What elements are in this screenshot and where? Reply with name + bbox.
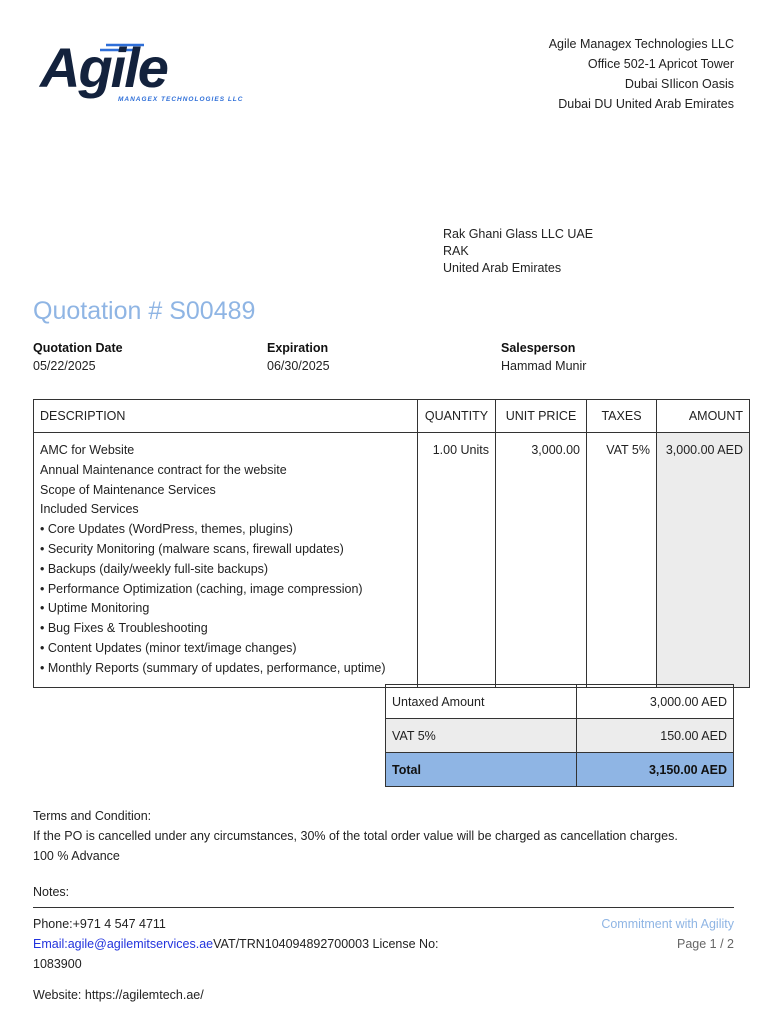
description-line: • Core Updates (WordPress, themes, plugins) [40,522,293,537]
terms-heading: Terms and Condition: [33,809,152,823]
quotation-date-value: 05/22/2025 [33,359,96,373]
logo-wordmark: Agile [40,36,167,99]
header-taxes: TAXES [587,400,657,433]
description-line: • Uptime Monitoring [40,601,150,616]
salesperson-value: Hammad Munir [501,359,587,373]
totals-table [385,684,734,787]
quotation-title: Quotation # S00489 [33,297,256,325]
notes-label: Notes: [33,885,70,899]
company-name: Agile Managex Technologies LLC [548,37,734,51]
description-line: Scope of Maintenance Services [40,482,216,497]
total-label: Total [386,753,577,787]
customer-city: RAK [443,244,469,258]
header-quantity: QUANTITY [418,400,496,433]
line-quantity: 1.00 Units [418,433,496,688]
footer-website: Website: https://agilemtech.ae/ [33,988,204,1002]
footer-contact [33,914,473,974]
page-number: Page 1 / 2 [677,937,734,951]
company-address-line: Dubai SIlicon Oasis [624,77,734,91]
description-line: • Bug Fixes & Troubleshooting [40,621,208,636]
vat-row [386,719,734,753]
description-line: • Content Updates (minor text/image changes) [40,640,297,655]
footer-divider [33,907,734,908]
quotation-date-label: Quotation Date [33,341,123,355]
vat-label: VAT 5% [386,719,577,753]
customer-address [443,226,593,277]
terms-section [33,806,678,866]
company-logo [40,36,244,110]
logo-subtitle: MANAGEX TECHNOLOGIES LLC [118,96,244,103]
line-amount: 3,000.00 AED [657,433,750,688]
description-line: • Monthly Reports (summary of updates, performance, uptime) [40,660,386,675]
terms-line: 100 % Advance [33,849,120,863]
customer-name: Rak Ghani Glass LLC UAE [443,227,594,241]
terms-line: If the PO is cancelled under any circumstances, 30% of the total order value will be charged as cancellation charges. [33,829,678,843]
footer-email-link[interactable]: Email:agile@agilemitservices.ae [33,937,214,951]
company-address [549,34,734,114]
expiration-value: 06/30/2025 [267,359,330,373]
description-line: • Backups (daily/weekly full-site backups) [40,561,269,576]
description-line: • Security Monitoring (malware scans, firewall updates) [40,541,344,556]
description-line: Included Services [40,502,139,517]
line-taxes: VAT 5% [587,433,657,688]
quotation-date-block [33,341,123,373]
customer-country: United Arab Emirates [443,261,562,275]
untaxed-label: Untaxed Amount [386,685,577,719]
order-lines-table [33,399,750,688]
footer-phone: Phone:+971 4 547 4711 [33,917,166,931]
expiration-block [267,341,330,373]
company-address-line: Office 502-1 Apricot Tower [587,57,734,71]
table-row [34,433,750,688]
description-line: • Performance Optimization (caching, image compression) [40,581,363,596]
header-amount: AMOUNT [657,400,750,433]
untaxed-value: 3,000.00 AED [577,685,734,719]
total-value: 3,150.00 AED [577,753,734,787]
line-unit-price: 3,000.00 [496,433,587,688]
footer-right [601,914,734,954]
vat-value: 150.00 AED [577,719,734,753]
footer-tagline: Commitment with Agility [601,917,734,931]
table-header-row [34,400,750,433]
salesperson-label: Salesperson [501,341,576,355]
expiration-label: Expiration [267,341,329,355]
header-unit-price: UNIT PRICE [496,400,587,433]
description-line: AMC for Website [40,443,135,457]
header-description: DESCRIPTION [34,400,418,433]
footer-email-line [33,934,473,974]
total-row [386,753,734,787]
footer-vat-license: VAT/TRN104094892700003 License No: 1083900 [33,937,439,971]
salesperson-block [501,341,586,373]
line-description [34,433,418,688]
untaxed-row [386,685,734,719]
description-line: Annual Maintenance contract for the website [40,462,287,477]
company-address-line: Dubai DU United Arab Emirates [558,97,734,111]
